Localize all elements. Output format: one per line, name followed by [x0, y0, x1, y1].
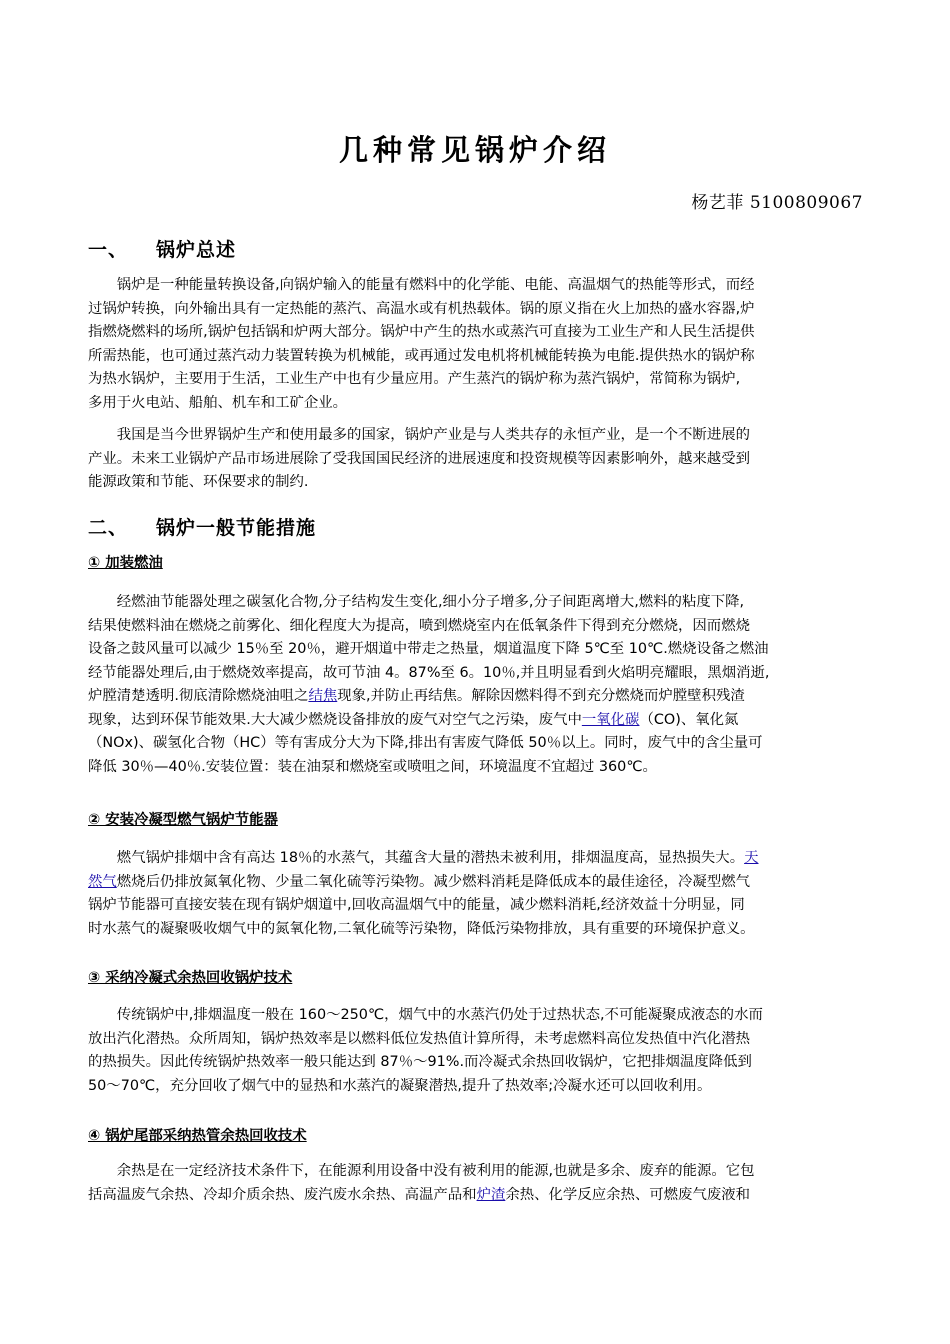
text-line: 的热损失。因此传统锅炉热效率一般只能达到 87％～91%.而冷凝式余热回收锅炉，它把排烟温度降低到: [88, 1054, 752, 1070]
text-line: [88, 685, 862, 709]
text-segment: 括高温废气余热、冷却介质余热、废汽废水余热、高温产品和: [88, 1186, 477, 1203]
text-line: 产业。未来工业锅炉产品市场进展除了受我国国民经济的进展速度和投资规模等因素影响外，越来越受到: [88, 450, 750, 467]
text-line: 经燃油节能器处理之碳氢化合物,分子结构发生变化,细小分子增多,分子间距离增大,燃料的粘度下降,: [116, 594, 745, 610]
measure-paragraph-1: [88, 591, 862, 779]
measure-title-4: ④ 锅炉尾部采纳热管余热回收技术: [88, 1128, 307, 1144]
text-line: [88, 709, 862, 733]
link-tianranqi-b[interactable]: 然气: [88, 873, 117, 890]
link-tianranqi-a[interactable]: 天: [744, 850, 759, 866]
measure-paragraph-4: [88, 1160, 862, 1207]
text-segment: 炉膛清楚透明.彻底清除燃烧油咀之: [88, 688, 309, 704]
link-luzha[interactable]: 炉渣: [476, 1186, 506, 1203]
author-line: 杨艺菲 5100809067: [691, 193, 863, 213]
intro-paragraph-1: [88, 274, 862, 415]
text-line: 传统锅炉中,排烟温度一般在 160～250℃，烟气中的水蒸汽仍处于过热状态,不可能凝聚成液态的水而: [116, 1007, 763, 1023]
text-segment: 现象,并防止再结焦。解除因燃料得不到充分燃烧而炉膛壁积残渣: [337, 688, 745, 704]
text-segment: 燃烧后仍排放氮氧化物、少量二氧化硫等污染物。减少燃料消耗是降低成本的最佳途径，冷凝型燃气: [116, 873, 750, 890]
text-line: 时水蒸气的凝聚吸收烟气中的氮氧化物,二氧化硫等污染物，降低污染物排放，具有重要的环境保护意义。: [88, 920, 755, 937]
text-line: 我国是当今世界锅炉生产和使用最多的国家，锅炉产业是与人类共存的永恒产业，是一个不断进展的: [116, 427, 750, 443]
text-segment: 燃气锅炉排烟中含有高达 18％的水蒸气，其蕴含大量的潜热未被利用，排烟温度高，显热损失大。: [116, 850, 745, 866]
section-title: 锅炉总述: [156, 239, 237, 261]
intro-paragraph-2: [88, 424, 862, 495]
text-line: [88, 847, 862, 871]
measure-title-3: ③ 采纳冷凝式余热回收锅炉技术: [88, 970, 293, 986]
text-line: 锅炉节能器可直接安装在现有锅炉烟道中,回收高温烟气中的能量，减少燃料消耗,经济效益十分明显，同: [88, 897, 745, 913]
section-number: 二、: [88, 517, 129, 539]
measure-title-1: ① 加装燃油: [88, 555, 163, 571]
text-line: 指燃烧燃料的场所,锅炉包括锅和炉两大部分。锅炉中产生的热水或蒸汽可直接为工业生产和人民生活提供: [88, 324, 755, 340]
text-line: 降低 30％—40％.安装位置：装在油泵和燃烧室或喷咀之间，环境温度不宜超过 360℃。: [88, 758, 657, 775]
link-co[interactable]: 一氧化碳: [581, 711, 640, 728]
text-line: 放出汽化潜热。众所周知，锅炉热效率是以燃料低位发热值计算所得，未考虑燃料高位发热值中汽化潜热: [88, 1030, 750, 1047]
text-segment: 余热、化学反应余热、可燃废气废液和: [505, 1186, 751, 1203]
text-line: 设备之鼓风量可以减少 15％至 20％，避开烟道中带走之热量，烟道温度下降 5℃至 10℃.燃烧设备之燃油: [88, 641, 769, 657]
text-line: [88, 871, 862, 895]
text-line: [88, 1184, 862, 1208]
text-segment: （CO)、氧化氮: [639, 711, 739, 728]
text-line: 所需热能，也可通过蒸汽动力装置转换为机械能，或再通过发电机将机械能转换为电能.提供热水的锅炉称: [88, 347, 755, 364]
text-line: 结果使燃料油在燃烧之前雾化、细化程度大为提高，喷到燃烧室内在低氧条件下得到充分燃烧，因而燃烧: [88, 617, 750, 634]
text-line: 经节能器处理后,由于燃烧效率提高，故可节油 4。87%至 6。10％,并且明显看到火焰明亮耀眼，黑烟消逝,: [88, 664, 770, 681]
text-line: 余热是在一定经济技术条件下，在能源利用设备中没有被利用的能源,也就是多余、废弃的能源。它包: [116, 1163, 755, 1179]
section-heading-2: [88, 513, 316, 540]
text-line: 多用于火电站、船舶、机车和工矿企业。: [88, 394, 348, 411]
text-line: 过锅炉转换，向外输出具有一定热能的蒸汽、高温水或有机热载体。锅的原义指在火上加热的盛水容器,炉: [88, 300, 755, 317]
section-title: 锅炉一般节能措施: [156, 517, 317, 539]
text-line: （NOx)、碳氢化合物（HC）等有害成分大为下降,排出有害废气降低 50％以上。同时，废气中的含尘量可: [88, 735, 763, 751]
section-heading-1: [88, 235, 236, 262]
section-number: 一、: [88, 239, 129, 261]
page-title: 几种常见锅炉介绍: [338, 133, 611, 167]
text-line: 50～70℃，充分回收了烟气中的显热和水蒸汽的凝聚潜热,提升了热效率;冷凝水还可以回收利用。: [88, 1077, 712, 1094]
text-segment: 现象，达到环保节能效果.大大减少燃烧设备排放的废气对空气之污染，废气中: [88, 711, 582, 728]
link-jiejiao[interactable]: 结焦: [308, 688, 338, 704]
text-line: 能源政策和节能、环保要求的制约.: [88, 474, 309, 490]
text-line: 锅炉是一种能量转换设备,向锅炉输入的能量有燃料中的化学能、电能、高温烟气的热能等形式，而经: [116, 277, 755, 293]
measure-title-2: ② 安装冷凝型燃气锅炉节能器: [88, 812, 278, 828]
measure-paragraph-3: [88, 1004, 862, 1098]
text-line: 为热水锅炉，主要用于生活，工业生产中也有少量应用。产生蒸汽的锅炉称为蒸汽锅炉，常简称为锅炉,: [88, 371, 741, 387]
measure-paragraph-2: [88, 847, 862, 941]
